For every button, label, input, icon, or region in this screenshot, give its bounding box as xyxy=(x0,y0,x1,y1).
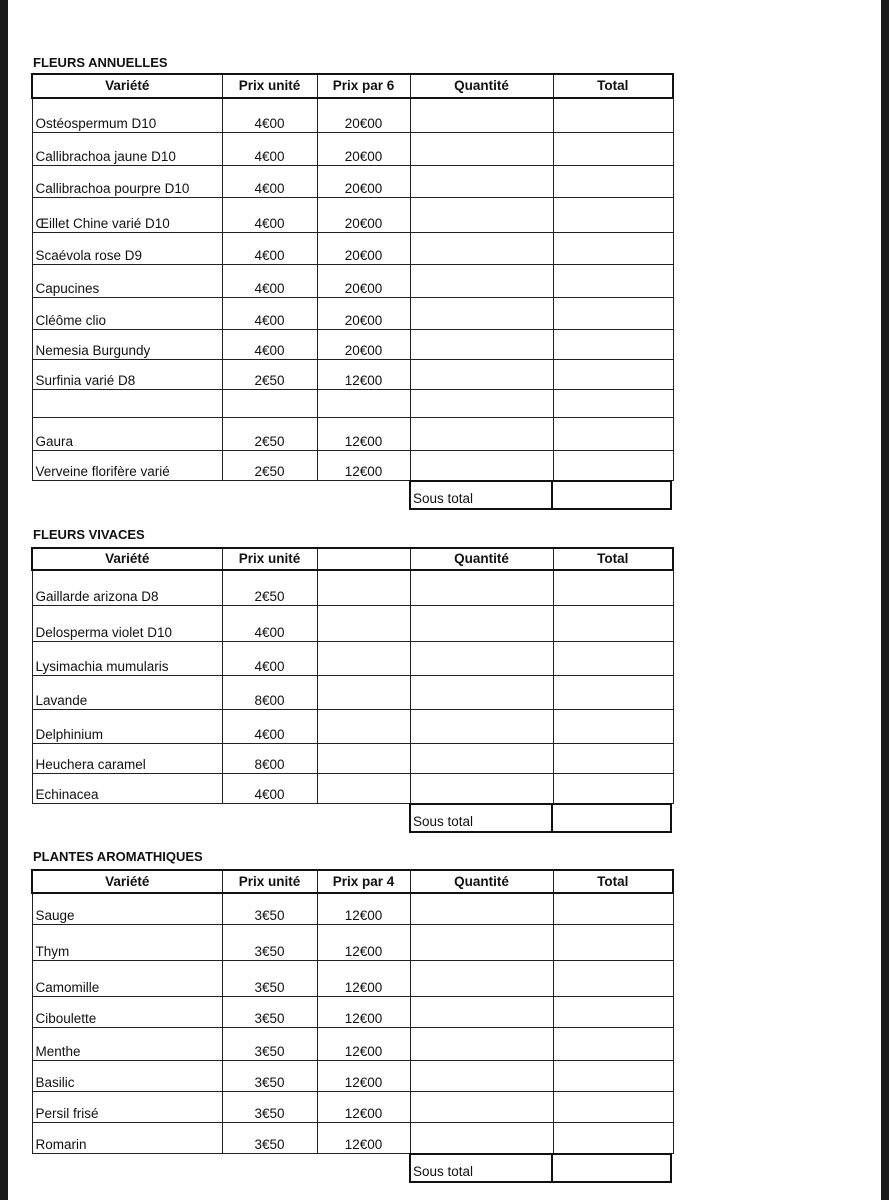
cell-quantite[interactable] xyxy=(410,570,553,605)
cell-quantite[interactable] xyxy=(410,1060,553,1091)
cell-variete: Romarin xyxy=(32,1122,222,1153)
cell-quantite[interactable] xyxy=(410,165,553,197)
table-row xyxy=(32,605,673,641)
cell-variete: Delphinium xyxy=(32,709,222,743)
cell-variete: Callibrachoa pourpre D10 xyxy=(32,165,222,197)
cell-prix-unite: 3€50 xyxy=(222,924,317,960)
order-table xyxy=(31,547,674,804)
cell-prix-lot: 12€00 xyxy=(317,1060,410,1091)
cell-prix-lot xyxy=(317,605,410,641)
cell-prix-lot: 12€00 xyxy=(317,893,410,924)
table-row xyxy=(32,450,673,480)
cell-total[interactable] xyxy=(553,264,673,297)
cell-total[interactable] xyxy=(553,924,673,960)
header-prix-lot: Prix par 4 xyxy=(317,870,410,893)
header-quantite: Quantité xyxy=(410,548,553,570)
cell-quantite[interactable] xyxy=(410,297,553,329)
cell-prix-lot xyxy=(317,773,410,803)
cell-prix-unite: 3€50 xyxy=(222,1027,317,1060)
cell-prix-lot: 12€00 xyxy=(317,1091,410,1122)
cell-variete: Sauge xyxy=(32,893,222,924)
cell-quantite[interactable] xyxy=(410,641,553,675)
subtotal-row xyxy=(409,1153,672,1183)
cell-quantite[interactable] xyxy=(410,359,553,389)
header-prix-unite: Prix unité xyxy=(222,548,317,570)
cell-prix-unite xyxy=(222,389,317,417)
table-row xyxy=(32,297,673,329)
table-row xyxy=(32,359,673,389)
header-variete: Variété xyxy=(32,548,222,570)
cell-prix-unite: 3€50 xyxy=(222,960,317,996)
cell-total[interactable] xyxy=(553,132,673,165)
table-row xyxy=(32,389,673,417)
order-table xyxy=(31,869,674,1154)
cell-prix-lot: 12€00 xyxy=(317,359,410,389)
cell-total[interactable] xyxy=(553,1027,673,1060)
header-total: Total xyxy=(553,74,673,98)
subtotal-label: Sous total xyxy=(411,482,553,508)
table-row xyxy=(32,264,673,297)
cell-quantite[interactable] xyxy=(410,709,553,743)
cell-variete: Heuchera caramel xyxy=(32,743,222,773)
table-row xyxy=(32,1091,673,1122)
table-row xyxy=(32,773,673,803)
table-row xyxy=(32,996,673,1027)
header-prix-lot xyxy=(317,548,410,570)
table-header xyxy=(32,870,673,893)
cell-prix-unite: 4€00 xyxy=(222,197,317,232)
table-row xyxy=(32,675,673,709)
cell-quantite[interactable] xyxy=(410,996,553,1027)
subtotal-label: Sous total xyxy=(411,805,553,831)
cell-prix-unite: 4€00 xyxy=(222,641,317,675)
cell-total[interactable] xyxy=(553,165,673,197)
cell-prix-lot: 20€00 xyxy=(317,232,410,264)
subtotal-field[interactable] xyxy=(553,482,670,508)
cell-variete: Nemesia Burgundy xyxy=(32,329,222,359)
table-row xyxy=(32,197,673,232)
cell-quantite[interactable] xyxy=(410,132,553,165)
cell-variete: Callibrachoa jaune D10 xyxy=(32,132,222,165)
section-title: FLEURS ANNUELLES xyxy=(33,55,168,70)
header-total: Total xyxy=(553,548,673,570)
cell-variete: Gaillarde arizona D8 xyxy=(32,570,222,605)
cell-variete: Surfinia varié D8 xyxy=(32,359,222,389)
cell-quantite[interactable] xyxy=(410,232,553,264)
cell-prix-unite: 4€00 xyxy=(222,773,317,803)
cell-total[interactable] xyxy=(553,417,673,450)
cell-total[interactable] xyxy=(553,570,673,605)
cell-quantite[interactable] xyxy=(410,924,553,960)
cell-variete: Persil frisé xyxy=(32,1091,222,1122)
table-header xyxy=(32,548,673,570)
cell-quantite[interactable] xyxy=(410,389,553,417)
cell-total[interactable] xyxy=(553,743,673,773)
cell-prix-lot xyxy=(317,570,410,605)
table-row xyxy=(32,1060,673,1091)
table-row xyxy=(32,924,673,960)
cell-prix-lot: 12€00 xyxy=(317,996,410,1027)
cell-total[interactable] xyxy=(553,960,673,996)
cell-prix-lot xyxy=(317,709,410,743)
cell-prix-unite: 4€00 xyxy=(222,232,317,264)
cell-variete: Ciboulette xyxy=(32,996,222,1027)
cell-total[interactable] xyxy=(553,232,673,264)
left-border xyxy=(0,0,8,1200)
cell-quantite[interactable] xyxy=(410,450,553,480)
cell-prix-lot xyxy=(317,641,410,675)
cell-prix-unite: 3€50 xyxy=(222,1122,317,1153)
header-prix-lot: Prix par 6 xyxy=(317,74,410,98)
cell-prix-lot xyxy=(317,389,410,417)
cell-variete: Verveine florifère varié xyxy=(32,450,222,480)
cell-prix-unite: 4€00 xyxy=(222,709,317,743)
cell-quantite[interactable] xyxy=(410,1091,553,1122)
cell-variete: Delosperma violet D10 xyxy=(32,605,222,641)
table-row xyxy=(32,417,673,450)
header-quantite: Quantité xyxy=(410,74,553,98)
cell-variete: Echinacea xyxy=(32,773,222,803)
cell-total[interactable] xyxy=(553,996,673,1027)
header-variete: Variété xyxy=(32,870,222,893)
cell-prix-lot: 12€00 xyxy=(317,450,410,480)
cell-quantite[interactable] xyxy=(410,1122,553,1153)
table-row xyxy=(32,1027,673,1060)
cell-prix-unite: 4€00 xyxy=(222,98,317,132)
cell-prix-lot xyxy=(317,675,410,709)
cell-prix-lot: 20€00 xyxy=(317,297,410,329)
cell-variete: Thym xyxy=(32,924,222,960)
cell-quantite[interactable] xyxy=(410,98,553,132)
table-row xyxy=(32,570,673,605)
cell-total[interactable] xyxy=(553,675,673,709)
table-row xyxy=(32,132,673,165)
header-quantite: Quantité xyxy=(410,870,553,893)
cell-variete: Gaura xyxy=(32,417,222,450)
cell-total[interactable] xyxy=(553,893,673,924)
header-prix-unite: Prix unité xyxy=(222,870,317,893)
cell-prix-unite: 2€50 xyxy=(222,417,317,450)
cell-total[interactable] xyxy=(553,605,673,641)
cell-prix-lot: 20€00 xyxy=(317,329,410,359)
cell-variete xyxy=(32,389,222,417)
table-row xyxy=(32,165,673,197)
cell-prix-lot: 12€00 xyxy=(317,924,410,960)
cell-quantite[interactable] xyxy=(410,329,553,359)
cell-quantite[interactable] xyxy=(410,264,553,297)
cell-prix-lot: 12€00 xyxy=(317,1027,410,1060)
cell-variete: Camomille xyxy=(32,960,222,996)
cell-prix-unite: 4€00 xyxy=(222,297,317,329)
subtotal-field[interactable] xyxy=(553,805,670,831)
table-row xyxy=(32,743,673,773)
cell-total[interactable] xyxy=(553,1060,673,1091)
cell-prix-unite: 4€00 xyxy=(222,132,317,165)
cell-prix-unite: 8€00 xyxy=(222,743,317,773)
table-row xyxy=(32,960,673,996)
cell-quantite[interactable] xyxy=(410,675,553,709)
cell-prix-lot: 20€00 xyxy=(317,98,410,132)
section-title: PLANTES AROMATHIQUES xyxy=(33,849,203,864)
cell-variete: Basilic xyxy=(32,1060,222,1091)
cell-prix-lot xyxy=(317,743,410,773)
cell-total[interactable] xyxy=(553,641,673,675)
cell-total[interactable] xyxy=(553,1122,673,1153)
table-header xyxy=(32,74,673,98)
subtotal-field[interactable] xyxy=(553,1155,670,1181)
cell-prix-lot: 20€00 xyxy=(317,165,410,197)
cell-quantite[interactable] xyxy=(410,960,553,996)
cell-quantite[interactable] xyxy=(410,1027,553,1060)
cell-quantite[interactable] xyxy=(410,197,553,232)
cell-prix-lot: 12€00 xyxy=(317,1122,410,1153)
cell-total[interactable] xyxy=(553,359,673,389)
header-prix-unite: Prix unité xyxy=(222,74,317,98)
section-title: FLEURS VIVACES xyxy=(33,527,145,542)
cell-variete: Œillet Chine varié D10 xyxy=(32,197,222,232)
cell-total[interactable] xyxy=(553,197,673,232)
cell-variete: Lavande xyxy=(32,675,222,709)
cell-prix-lot: 20€00 xyxy=(317,197,410,232)
subtotal-row xyxy=(409,803,672,833)
cell-prix-unite: 4€00 xyxy=(222,165,317,197)
cell-variete: Capucines xyxy=(32,264,222,297)
cell-quantite[interactable] xyxy=(410,417,553,450)
cell-total[interactable] xyxy=(553,1091,673,1122)
cell-prix-unite: 3€50 xyxy=(222,996,317,1027)
cell-prix-unite: 4€00 xyxy=(222,329,317,359)
cell-total[interactable] xyxy=(553,389,673,417)
cell-variete: Lysimachia mumularis xyxy=(32,641,222,675)
cell-quantite[interactable] xyxy=(410,743,553,773)
table-row xyxy=(32,709,673,743)
subtotal-row xyxy=(409,480,672,510)
cell-total[interactable] xyxy=(553,450,673,480)
cell-total[interactable] xyxy=(553,297,673,329)
cell-variete: Ostéospermum D10 xyxy=(32,98,222,132)
table-row xyxy=(32,98,673,132)
cell-quantite[interactable] xyxy=(410,605,553,641)
cell-variete: Scaévola rose D9 xyxy=(32,232,222,264)
subtotal-label: Sous total xyxy=(411,1155,553,1181)
cell-variete: Menthe xyxy=(32,1027,222,1060)
cell-variete: Cléôme clio xyxy=(32,297,222,329)
table-row xyxy=(32,329,673,359)
cell-prix-unite: 4€00 xyxy=(222,605,317,641)
cell-prix-unite: 8€00 xyxy=(222,675,317,709)
cell-prix-unite: 3€50 xyxy=(222,893,317,924)
cell-prix-unite: 2€50 xyxy=(222,359,317,389)
table-row xyxy=(32,641,673,675)
cell-quantite[interactable] xyxy=(410,893,553,924)
cell-prix-lot: 20€00 xyxy=(317,132,410,165)
cell-total[interactable] xyxy=(553,98,673,132)
cell-prix-lot: 12€00 xyxy=(317,417,410,450)
cell-total[interactable] xyxy=(553,709,673,743)
order-table xyxy=(31,73,674,481)
header-total: Total xyxy=(553,870,673,893)
cell-quantite[interactable] xyxy=(410,773,553,803)
cell-prix-unite: 2€50 xyxy=(222,570,317,605)
table-row xyxy=(32,893,673,924)
header-variete: Variété xyxy=(32,74,222,98)
cell-prix-lot: 12€00 xyxy=(317,960,410,996)
table-row xyxy=(32,232,673,264)
cell-prix-unite: 4€00 xyxy=(222,264,317,297)
cell-prix-unite: 2€50 xyxy=(222,450,317,480)
cell-total[interactable] xyxy=(553,773,673,803)
cell-prix-lot: 20€00 xyxy=(317,264,410,297)
cell-prix-unite: 3€50 xyxy=(222,1091,317,1122)
cell-prix-unite: 3€50 xyxy=(222,1060,317,1091)
table-row xyxy=(32,1122,673,1153)
right-border xyxy=(881,0,889,1200)
cell-total[interactable] xyxy=(553,329,673,359)
